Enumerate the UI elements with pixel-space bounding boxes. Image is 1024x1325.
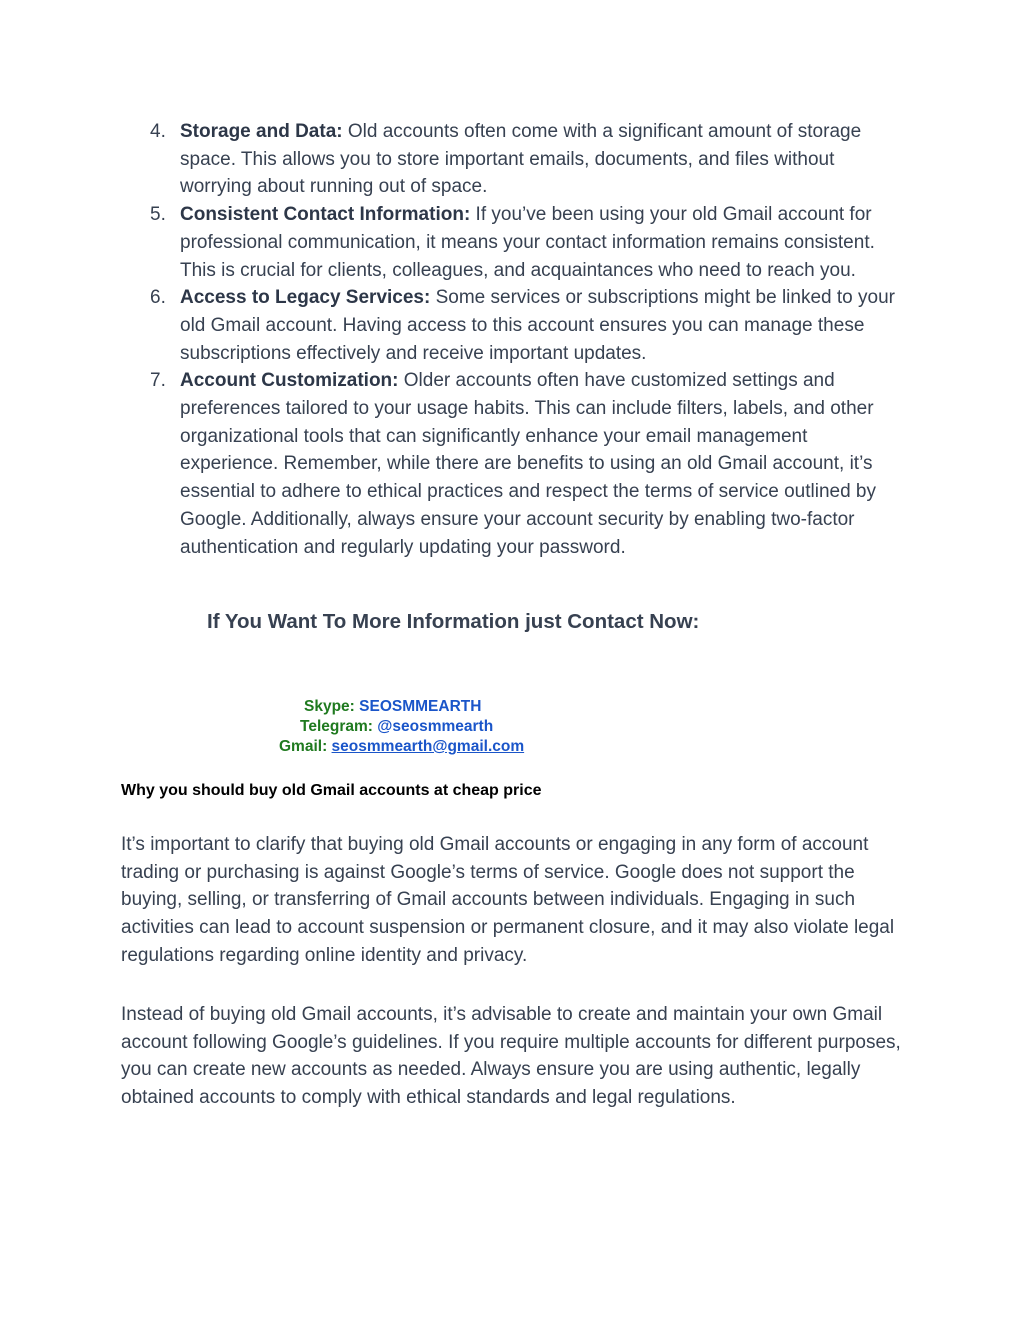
list-item-number: 6. — [150, 287, 166, 309]
telegram-value[interactable]: @seosmmearth — [377, 718, 494, 735]
paragraph-advice: Instead of buying old Gmail accounts, it’s advisable to create and maintain your own Gmail account following Google’s guidelines. If you require multiple accounts for different purposes, you can create new accounts as needed. Always ensure you are using authentic, legally obtained accounts to comply with ethical standards and legal regulations. — [121, 1004, 901, 1109]
list-item-number: 7. — [150, 370, 166, 392]
list-item-number: 4. — [150, 121, 166, 142]
contact-heading: If You Want To More Information just Contact Now: — [207, 610, 700, 633]
list-item-number: 5. — [150, 204, 166, 226]
skype-label: Skype: — [304, 698, 355, 715]
contact-skype — [304, 697, 481, 717]
list-item-text: If you’ve been using your old Gmail account for professional communication, it means your contact information remains consistent. This is crucial for clients, colleagues, and acquaintances who need to reach you. — [180, 204, 875, 281]
contact-gmail — [279, 737, 524, 757]
gmail-link[interactable]: seosmmearth@gmail.com — [331, 738, 525, 755]
telegram-label: Telegram: — [300, 718, 373, 735]
list-item-title: Consistent Contact Information: — [180, 204, 471, 226]
section-heading: Why you should buy old Gmail accounts at cheap price — [121, 782, 542, 799]
list-item-text: Old accounts often come with a significant amount of storage space. This allows you to store important emails, documents, and files without worrying about running out of space. — [180, 121, 862, 198]
list-item — [150, 201, 905, 284]
list-item — [150, 367, 905, 561]
benefits-list — [150, 118, 905, 561]
contact-telegram — [300, 717, 493, 737]
list-item-text: Some services or subscriptions might be linked to your old Gmail account. Having access to this account ensures you can manage these subscriptions effectively and receive important updates. — [180, 287, 895, 364]
list-item — [150, 284, 905, 367]
skype-value[interactable]: SEOSMMEARTH — [359, 698, 482, 715]
list-item-title: Access to Legacy Services: — [180, 287, 431, 309]
list-item-title: Account Customization: — [180, 370, 399, 392]
list-item-title: Storage and Data: — [180, 121, 343, 142]
paragraph-terms: It’s important to clarify that buying old Gmail accounts or engaging in any form of account trading or purchasing is against Google’s terms of service. Google does not support the buying, selling, or transferring of Gmail accounts between individuals. Engaging in such activities can lead to account suspension or permanent closure, and it may also violate legal regulations regarding online identity and privacy. — [121, 834, 895, 966]
gmail-label: Gmail: — [279, 738, 328, 755]
list-item-text: Older accounts often have customized settings and preferences tailored to your usage habits. This can include filters, labels, and other organizational tools that can significantly enhance your email management experience. Remember, while there are benefits to using an old Gmail account, it’s essential to adhere to ethical practices and respect the terms of service outlined by Google. Additionally, always ensure your account security by enabling two-factor authentication and regularly updating your password. — [180, 370, 876, 558]
list-item — [150, 118, 905, 201]
